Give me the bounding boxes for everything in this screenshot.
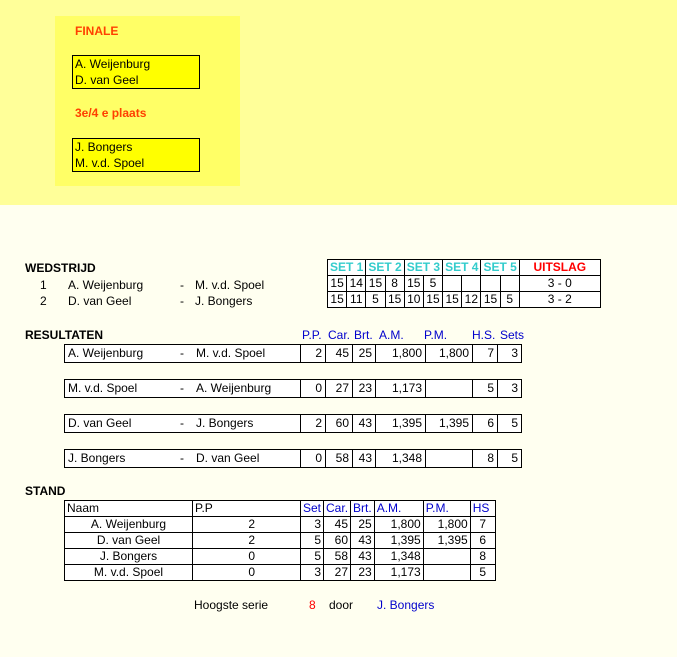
stand-brt: 25 — [351, 517, 375, 533]
match-player-1: A. Weijenburg — [68, 278, 144, 292]
header-sets: Sets — [500, 328, 525, 342]
result-pp: 2 — [300, 345, 325, 362]
result-dash: - — [180, 381, 184, 395]
set-score: 14 — [347, 276, 366, 292]
set-score: 15 — [328, 276, 347, 292]
match-dash: - — [180, 294, 184, 308]
stand-name: D. van Geel — [65, 533, 193, 549]
header-pm: P.M. — [424, 328, 448, 342]
stand-brt: 43 — [351, 549, 375, 565]
stand-set: 5 — [301, 549, 324, 565]
stand-hs: 8 — [470, 549, 495, 565]
set-score: 11 — [347, 292, 366, 308]
final-player-2: D. van Geel — [75, 73, 139, 87]
result-sets: 3 — [497, 345, 521, 362]
stand-brt: 23 — [351, 565, 375, 581]
header-brt: Brt. — [354, 328, 373, 342]
stand-title: STAND — [25, 484, 66, 498]
final-title: FINALE — [75, 24, 119, 38]
match-number: 1 — [40, 278, 47, 292]
header-car: Car. — [324, 501, 351, 517]
third-player-2: M. v.d. Spoel — [75, 156, 145, 170]
stand-hs: 5 — [470, 565, 495, 581]
match-dash: - — [180, 278, 184, 292]
set-score: 15 — [328, 292, 347, 308]
stand-pm: 1,800 — [423, 517, 470, 533]
result-dash: - — [180, 346, 184, 360]
result-row-2 — [64, 379, 522, 398]
set-score — [481, 276, 500, 292]
stand-pm — [423, 549, 470, 565]
set-header-row — [328, 260, 601, 276]
set-score: 5 — [423, 276, 442, 292]
set-4-header: SET 4 — [443, 260, 481, 276]
set-score — [500, 276, 519, 292]
result-am: 1,800 — [375, 345, 425, 362]
standings-row — [65, 517, 496, 533]
third-place-players-box — [72, 138, 200, 172]
set-score: 8 — [385, 276, 404, 292]
result-opponent: M. v.d. Spoel — [196, 346, 266, 360]
result-car: 58 — [325, 450, 352, 467]
result-dash: - — [180, 416, 184, 430]
set-score: 15 — [385, 292, 404, 308]
result-am: 1,395 — [375, 415, 425, 432]
stand-car: 27 — [324, 565, 351, 581]
result-pp: 0 — [300, 450, 325, 467]
result-pm: 1,395 — [425, 415, 472, 432]
stand-set: 3 — [301, 517, 324, 533]
result-brt: 25 — [352, 345, 375, 362]
header-hs: H.S. — [472, 328, 496, 342]
stand-am: 1,395 — [374, 533, 423, 549]
stand-car: 60 — [324, 533, 351, 549]
result-car: 60 — [325, 415, 352, 432]
highest-series-label: Hoogste serie — [194, 598, 269, 612]
highest-series-player: J. Bongers — [377, 598, 435, 612]
match-player-1: D. van Geel — [68, 294, 132, 308]
result-hs: 7 — [472, 345, 497, 362]
result-pm — [425, 380, 472, 397]
stand-hs: 6 — [470, 533, 495, 549]
highest-series-by: door — [329, 598, 354, 612]
header-pp: P.P — [193, 501, 301, 517]
set-score — [443, 276, 462, 292]
standings-table — [64, 500, 496, 581]
result-opponent: A. Weijenburg — [196, 381, 272, 395]
result-am: 1,173 — [375, 380, 425, 397]
result-sets: 5 — [497, 415, 521, 432]
set-score: 5 — [366, 292, 385, 308]
header-naam: Naam — [65, 501, 193, 517]
result-dash: - — [180, 451, 184, 465]
result-opponent: D. van Geel — [196, 451, 260, 465]
stand-pm: 1,395 — [423, 533, 470, 549]
set-score: 5 — [500, 292, 519, 308]
result-hs: 8 — [472, 450, 497, 467]
header-set: Set — [301, 501, 324, 517]
header-hs: HS — [470, 501, 495, 517]
result-pm: 1,800 — [425, 345, 472, 362]
result-brt: 43 — [352, 450, 375, 467]
set-score: 15 — [481, 292, 500, 308]
header-am: A.M. — [374, 501, 423, 517]
result-hs: 5 — [472, 380, 497, 397]
header-brt: Brt. — [351, 501, 375, 517]
result-player: A. Weijenburg — [68, 346, 144, 360]
result-pp: 2 — [300, 415, 325, 432]
match-result: 3 - 0 — [519, 276, 600, 292]
result-row-1 — [64, 344, 522, 363]
stand-am: 1,348 — [374, 549, 423, 565]
set-scores-table — [327, 259, 601, 308]
stand-am: 1,173 — [374, 565, 423, 581]
stand-set: 3 — [301, 565, 324, 581]
result-am: 1,348 — [375, 450, 425, 467]
highest-series-value: 8 — [309, 598, 316, 612]
result-header: UITSLAG — [519, 260, 600, 276]
stand-pp: 0 — [193, 565, 301, 581]
stand-brt: 43 — [351, 533, 375, 549]
result-pm — [425, 450, 472, 467]
set-3-header: SET 3 — [404, 260, 442, 276]
set-score: 15 — [443, 292, 462, 308]
result-player: D. van Geel — [68, 416, 132, 430]
standings-header-row — [65, 501, 496, 517]
stand-pp: 2 — [193, 517, 301, 533]
set-score: 15 — [423, 292, 442, 308]
final-player-1: A. Weijenburg — [75, 57, 151, 71]
stand-name: A. Weijenburg — [65, 517, 193, 533]
result-player: M. v.d. Spoel — [68, 381, 138, 395]
stand-name: J. Bongers — [65, 549, 193, 565]
match-player-2: M. v.d. Spoel — [195, 278, 265, 292]
bracket-panel — [55, 16, 240, 186]
set-1-header: SET 1 — [328, 260, 366, 276]
wedstrijd-title: WEDSTRIJD — [25, 261, 96, 275]
result-row-4 — [64, 449, 522, 468]
standings-row — [65, 565, 496, 581]
stand-pm — [423, 565, 470, 581]
third-place-title: 3e/4 e plaats — [75, 106, 147, 120]
standings-row — [65, 549, 496, 565]
stand-set: 5 — [301, 533, 324, 549]
result-row-3 — [64, 414, 522, 433]
result-pp: 0 — [300, 380, 325, 397]
standings-row — [65, 533, 496, 549]
stand-car: 45 — [324, 517, 351, 533]
result-player: J. Bongers — [68, 451, 126, 465]
set-score — [462, 276, 481, 292]
result-car: 45 — [325, 345, 352, 362]
result-car: 27 — [325, 380, 352, 397]
set-score: 12 — [462, 292, 481, 308]
set-score-row-1 — [328, 276, 601, 292]
stand-hs: 7 — [470, 517, 495, 533]
result-brt: 23 — [352, 380, 375, 397]
third-player-1: J. Bongers — [75, 140, 133, 154]
result-brt: 43 — [352, 415, 375, 432]
set-score-row-2 — [328, 292, 601, 308]
set-score: 15 — [404, 276, 423, 292]
stand-am: 1,800 — [374, 517, 423, 533]
set-2-header: SET 2 — [366, 260, 404, 276]
header-pp: P.P. — [302, 328, 322, 342]
set-score: 15 — [366, 276, 385, 292]
result-opponent: J. Bongers — [196, 416, 254, 430]
set-5-header: SET 5 — [481, 260, 519, 276]
stand-pp: 2 — [193, 533, 301, 549]
header-pm: P.M. — [423, 501, 470, 517]
final-players-box — [72, 55, 200, 89]
stand-pp: 0 — [193, 549, 301, 565]
header-am: A.M. — [379, 328, 404, 342]
result-sets: 3 — [497, 380, 521, 397]
stand-name: M. v.d. Spoel — [65, 565, 193, 581]
match-player-2: J. Bongers — [195, 294, 253, 308]
set-score: 10 — [404, 292, 423, 308]
stand-car: 58 — [324, 549, 351, 565]
header-car: Car. — [328, 328, 351, 342]
result-hs: 6 — [472, 415, 497, 432]
match-result: 3 - 2 — [519, 292, 600, 308]
result-sets: 5 — [497, 450, 521, 467]
match-number: 2 — [40, 294, 47, 308]
resultaten-title: RESULTATEN — [25, 328, 103, 342]
